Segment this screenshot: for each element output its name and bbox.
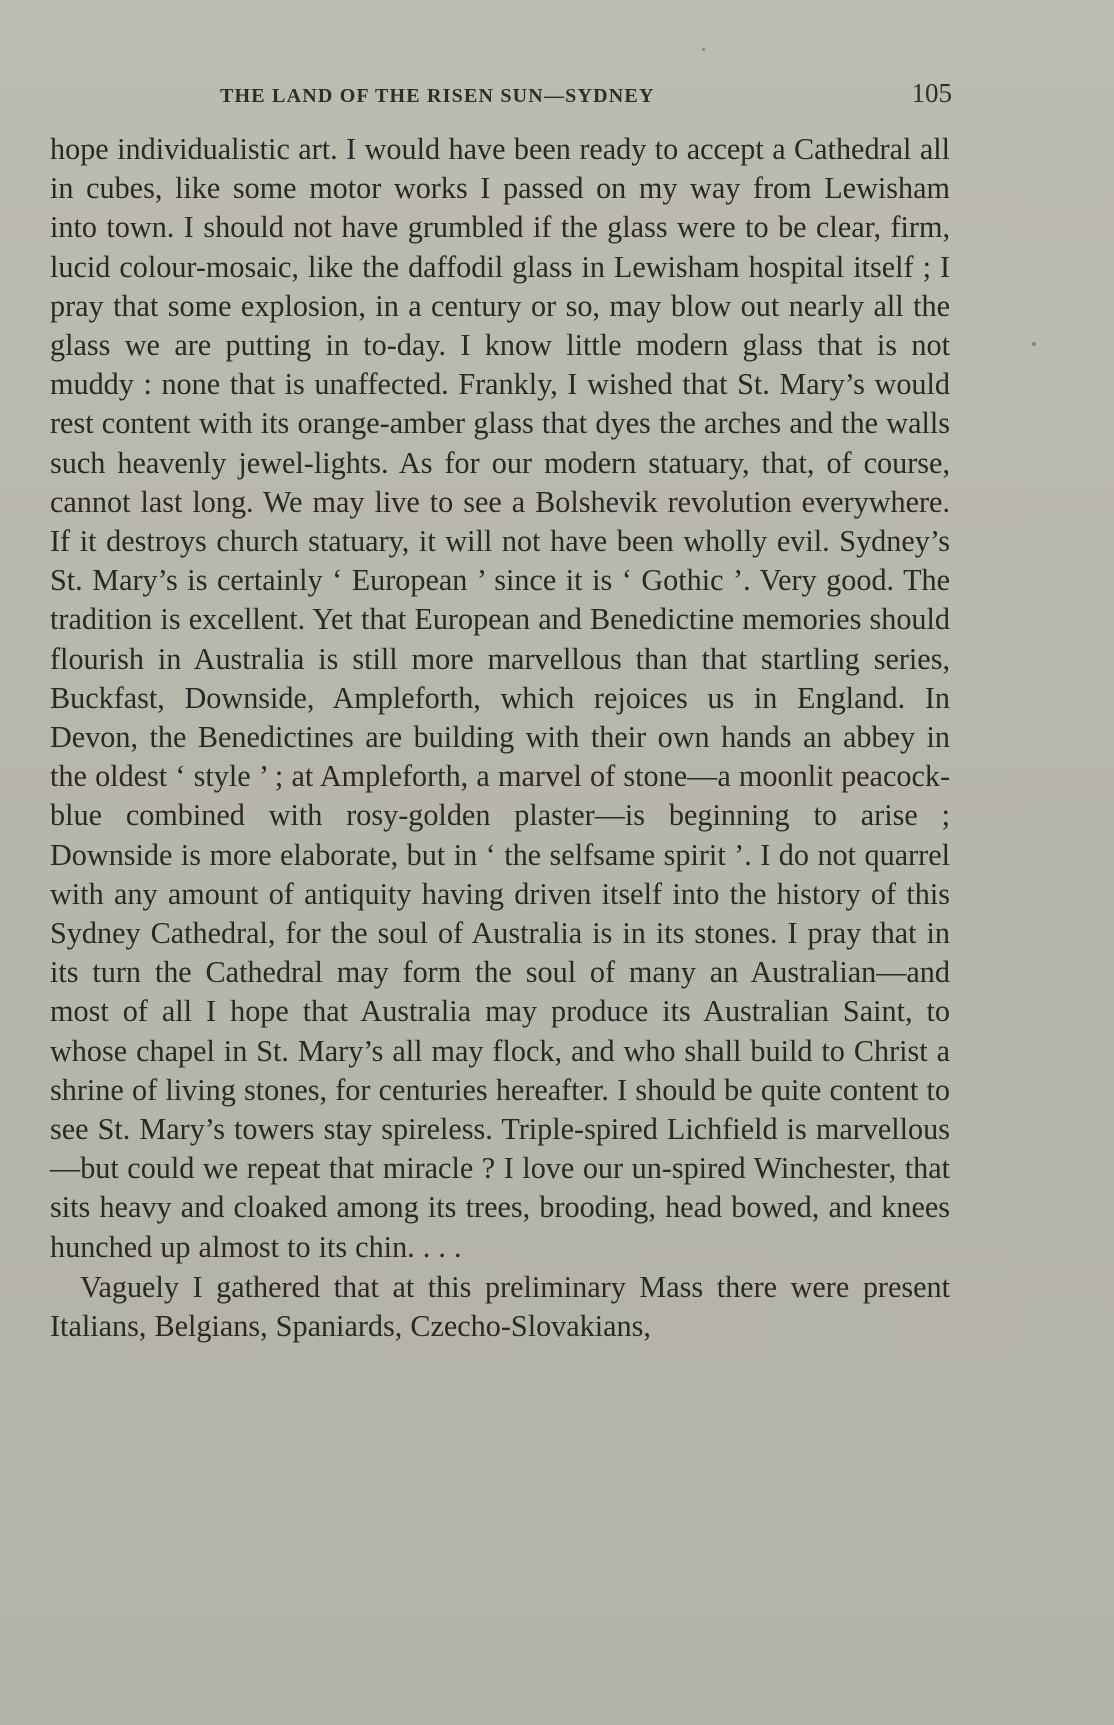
running-title: THE LAND OF THE RISEN SUN—SYDNEY [220,85,655,107]
paper-speck [702,48,705,51]
paragraph-2: Vaguely I gathered that at this preliminary Mass there were present Italians, Belgians, Spaniards, Czecho-Slovakians, [50,1269,950,1344]
paragraph-1: hope individualistic art. I would have been ready to accept a Cathedral all in cubes, like some motor works I passed on my way from Lewisham into town. I should not have grumbled if the glass were to be clear, firm, lucid colour-mosaic, like the daffodil glass in Lewisham hospital itself ; I pray that some explosion, in a century or so, may blow out nearly all the glass we are putting in to-day. I know little modern glass that is not muddy : none that is unaffected. Frankly, I wished that St. Mary’s would rest content with its orange-amber glass that dyes the arches and the walls such heavenly jewel-lights. As for our modern statuary, that, of course, cannot last long. We may live to see a Bolshevik revolution everywhere. If it destroys church statuary, it will not have been wholly evil. Sydney’s St. Mary’s is certainly ‘ European ’ since it is ‘ Gothic ’. Very good. The tradition is excellent. Yet that European and Benedictine memories should flourish in Australia is still more marvellous than that startling series, Buckfast, Downside, Ampleforth, which rejoices us in England. In Devon, the Benedictines are building with their own hands an abbey in the oldest ‘ style ’ ; at Ampleforth, a marvel of stone—a moonlit peacock-blue combined with rosy-golden plaster—is beginning to arise ; Downside is more elaborate, but in ‘ the selfsame spirit ’. I do not quarrel with any amount of antiquity having driven itself into the history of this Sydney Cathedral, for the soul of Australia is in its stones. I pray that in its turn the Cathedral may form the soul of many an Australian—and most of all I hope that Australia may produce its Australian Saint, to whose chapel in St. Mary’s all may flock, and who shall build to Christ a shrine of living stones, for centuries hereafter. I should be quite content to see St. Mary’s towers stay spireless. Triple-spired Lichfield is marvellous—but could we repeat that miracle ? I love our un-spired Winchester, that sits heavy and cloaked among its trees, brooding, head bowed, and knees hunched up almost to its chin. . . . [50,132,950,1264]
running-head [220,78,952,108]
page-number: 105 [911,78,952,108]
paper-speck [1032,342,1036,346]
body-text [50,130,950,1346]
